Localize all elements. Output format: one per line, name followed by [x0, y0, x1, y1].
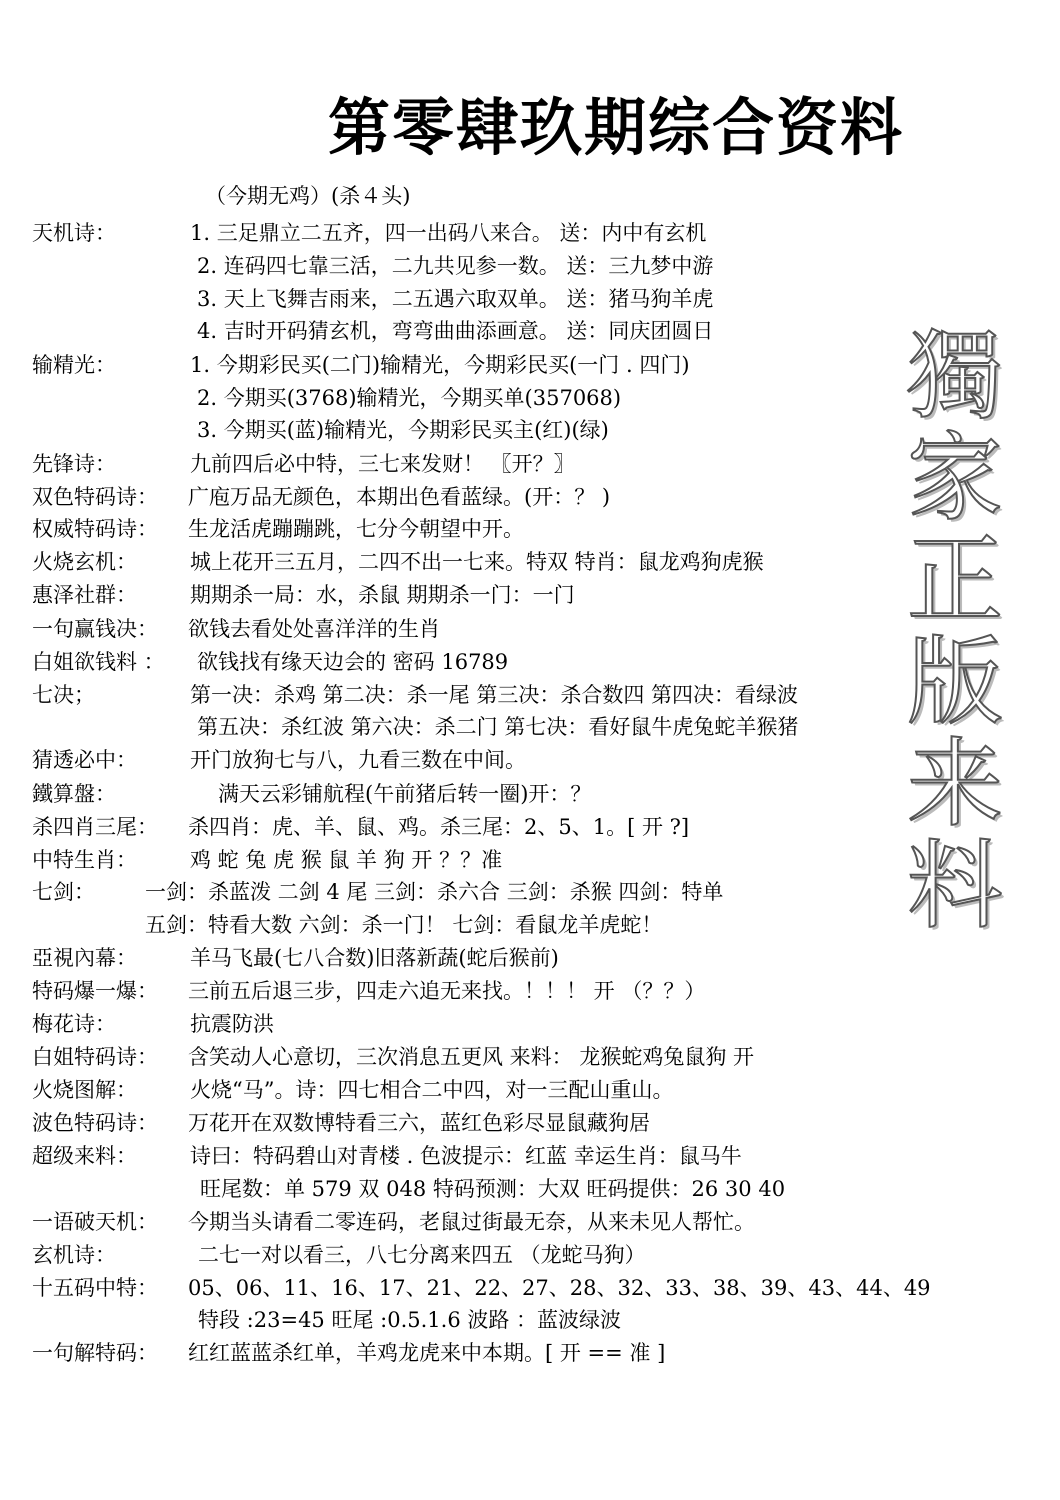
watermark-char: 家 — [907, 422, 1003, 534]
section-label: 双色特码诗： — [32, 485, 158, 509]
watermark — [900, 320, 1010, 942]
section-line: 满天云彩铺航程(午前猪后转一圈)开：？ — [218, 782, 592, 806]
section-label: 梅花诗： — [32, 1012, 116, 1036]
section-label: 七决； — [32, 683, 95, 707]
section-line: 4. 吉时开码猜玄机，弯弯曲曲添画意。 送：同庆团圆日 — [197, 319, 714, 343]
section-label: 白姐特码诗： — [32, 1045, 158, 1069]
section-line: 欲钱去看处处喜洋洋的生肖 — [188, 617, 440, 641]
section-label: 权威特码诗： — [32, 517, 158, 541]
section-label: 超级来料： — [32, 1144, 137, 1168]
section-label: 输精光： — [32, 353, 116, 377]
section-line: 开门放狗七与八，九看三数在中间。 — [190, 748, 526, 772]
section-line: 2. 今期买(3768)输精光，今期买单(357068) — [197, 386, 622, 410]
section-label: 一句解特码： — [32, 1341, 158, 1365]
section-line: 抗震防洪 — [190, 1012, 274, 1036]
section-line: 2. 连码四七靠三活，二九共见参一数。 送：三九梦中游 — [197, 254, 714, 278]
section-label: 天机诗： — [32, 221, 116, 245]
section-line: 鸡 蛇 兔 虎 猴 鼠 羊 狗 开 ？？准 — [190, 848, 503, 872]
section-line: 3. 天上飞舞吉雨来，二五遇六取双单。 送：猪马狗羊虎 — [197, 287, 714, 311]
section-line: 今期当头请看二零连码，老鼠过街最无奈，从来未见人帮忙。 — [188, 1210, 755, 1234]
section-line: 含笑动人心意切，三次消息五更风 来料： 龙猴蛇鸡兔鼠狗 开 — [188, 1045, 755, 1069]
section-line: 万花开在双数博特看三六，蓝红色彩尽显鼠藏狗居 — [188, 1111, 650, 1135]
section-line: 杀四肖：虎、羊、鼠、鸡。杀三尾：2、5、1。[ 开 ?] — [188, 815, 690, 839]
watermark-char: 獨 — [907, 320, 1003, 432]
section-label: 中特生肖： — [32, 848, 137, 872]
section-label: 猜透必中： — [32, 748, 137, 772]
section-line: 广庖万品无颜色，本期出色看蓝绿。(开：？ ) — [188, 485, 611, 509]
section-line: 羊马飞最(七八合数)旧落新蔬(蛇后猴前) — [190, 946, 559, 970]
section-label: 十五码中特： — [32, 1276, 158, 1300]
page-title: 第零肆玖期综合资料 — [328, 91, 905, 164]
section-line: 旺尾数：单 579 双 048 特码预测：大双 旺码提供：26 30 40 — [200, 1177, 786, 1201]
watermark-char: 版 — [907, 626, 1003, 738]
section-line: 三前五后退三步，四走六追无来找。！！！ 开 （？？） — [188, 979, 706, 1003]
section-line: 05、06、11、16、17、21、22、27、28、32、33、38、39、43、44、49 — [188, 1276, 931, 1300]
section-line: 1. 今期彩民买(二门)输精光，今期彩民买(一门 . 四门) — [190, 353, 690, 377]
section-label: 一句赢钱决： — [32, 617, 158, 641]
section-line: 红红蓝蓝杀红单，羊鸡龙虎来中本期。[ 开 == 准 ] — [188, 1341, 666, 1365]
section-label: 一语破天机： — [32, 1210, 158, 1234]
section-label: 惠泽社群： — [32, 583, 137, 607]
section-line: 五剑：特看大数 六剑：杀一门！ 七剑：看鼠龙羊虎蛇！ — [145, 913, 663, 937]
section-line: 城上花开三五月，二四不出一七来。特双 特肖：鼠龙鸡狗虎猴 — [190, 550, 764, 574]
section-line: 1. 三足鼎立二五齐，四一出码八来合。 送：内中有玄机 — [190, 221, 707, 245]
section-line: 欲钱找有缘天边会的 密码 16789 — [197, 650, 509, 674]
section-line: 生龙活虎蹦蹦跳，七分今朝望中开。 — [188, 517, 524, 541]
section-line: 特段 :23=45 旺尾 :0.5.1.6 波路 ：蓝波绿波 — [198, 1308, 622, 1332]
watermark-char: 正 — [907, 524, 1003, 636]
section-line: 诗曰：特码碧山对青楼 . 色波提示：红蓝 幸运生肖：鼠马牛 — [190, 1144, 742, 1168]
section-label: 白姐欲钱料 ： — [32, 650, 165, 674]
section-label: 先锋诗： — [32, 452, 116, 476]
section-label: 火烧图解： — [32, 1078, 137, 1102]
section-line: 第一决：杀鸡 第二决：杀一尾 第三决：杀合数四 第四决：看绿波 — [190, 683, 799, 707]
section-label: 特码爆一爆： — [32, 979, 158, 1003]
section-line: 火烧“马”。诗：四七相合二中四，对一三配山重山。 — [190, 1078, 674, 1102]
section-line: 九前四后必中特，三七来发财！ 〖开？〗 — [190, 452, 575, 476]
section-line: 3. 今期买(蓝)输精光，今期彩民买主(红)(绿) — [197, 418, 609, 442]
section-label: 火烧玄机： — [32, 550, 137, 574]
section-label: 七剑： — [32, 880, 95, 904]
section-line: 一剑：杀蓝泼 二剑 4 尾 三剑：杀六合 三剑：杀猴 四剑：特单 — [145, 880, 724, 904]
section-label: 玄机诗： — [32, 1243, 116, 1267]
section-label: 波色特码诗： — [32, 1111, 158, 1135]
section-label: 亞視內幕： — [32, 946, 137, 970]
watermark-char: 来 — [907, 728, 1003, 840]
section-label: 杀四肖三尾： — [32, 815, 158, 839]
section-label: 鐵算盤： — [32, 782, 116, 806]
section-line: 第五决：杀红波 第六决：杀二门 第七决：看好鼠牛虎兔蛇羊猴猪 — [197, 715, 799, 739]
section-line: 期期杀一局：水，杀鼠 期期杀一门：一门 — [190, 583, 575, 607]
subtitle: （今期无鸡）(杀４头) — [205, 184, 411, 208]
section-line: 二七一对以看三，八七分离来四五 （龙蛇马狗） — [198, 1243, 646, 1267]
watermark-char: 料 — [907, 830, 1003, 942]
